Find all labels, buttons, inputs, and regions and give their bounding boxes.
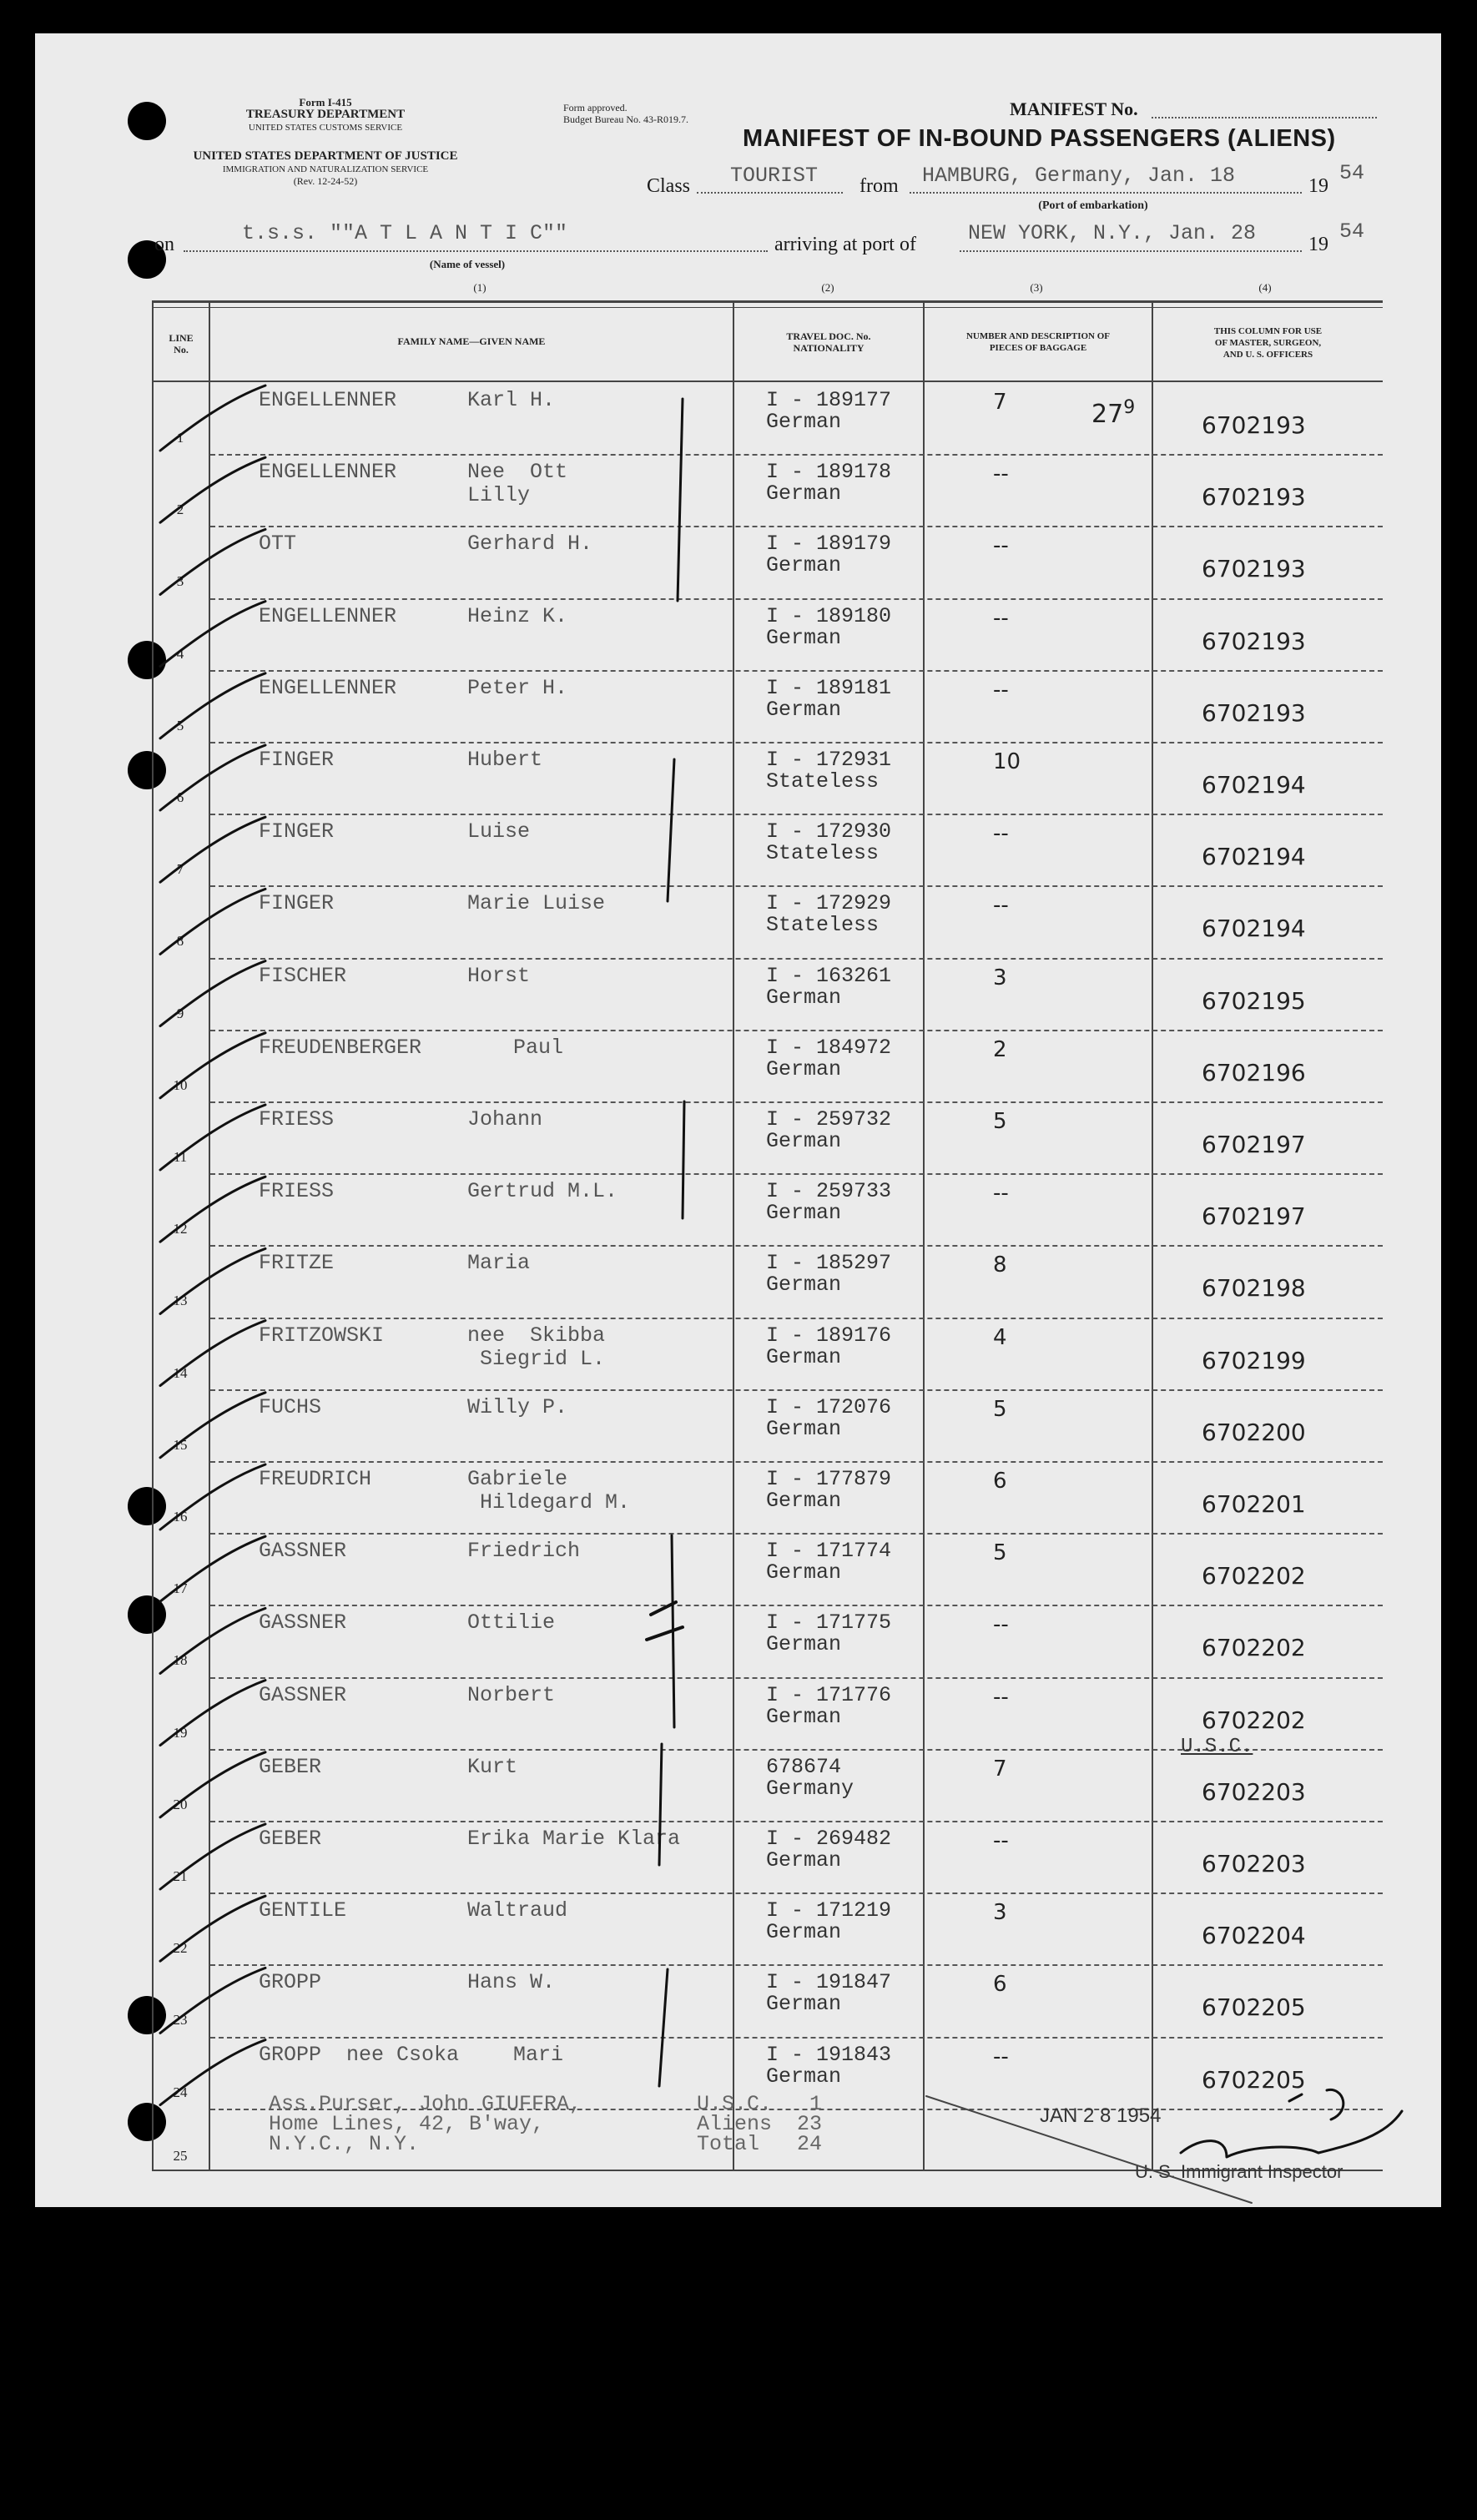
line-number: 17 bbox=[173, 1580, 188, 1597]
given-name: Luise bbox=[467, 819, 531, 844]
check-mark bbox=[160, 817, 265, 882]
travel-doc-number: 678674 bbox=[766, 1754, 842, 1779]
check-mark bbox=[160, 1824, 265, 1889]
ins-service: IMMIGRATION AND NATURALIZATION SERVICE bbox=[222, 164, 429, 174]
given-name: Friedrich bbox=[467, 1539, 581, 1564]
check-mark bbox=[160, 1248, 265, 1313]
baggage-count: -- bbox=[993, 677, 1009, 703]
officer-code: 6702194 bbox=[1202, 843, 1306, 871]
from-year: 54 bbox=[1339, 161, 1365, 185]
line-number: 8 bbox=[176, 933, 184, 950]
line-number: 12 bbox=[173, 1221, 188, 1237]
line-number: 22 bbox=[173, 1940, 188, 1957]
baggage-count: 4 bbox=[993, 1324, 1007, 1350]
family-name: ENGELLENNER bbox=[259, 388, 397, 412]
nationality: German bbox=[766, 1848, 842, 1872]
on-label: on bbox=[154, 234, 174, 255]
officer-code: 6702200 bbox=[1202, 1418, 1306, 1446]
baggage-count: -- bbox=[993, 1684, 1009, 1710]
customs-service: UNITED STATES CUSTOMS SERVICE bbox=[248, 123, 403, 133]
officer-code: 6702203 bbox=[1202, 1777, 1306, 1806]
baggage-count: 5 bbox=[993, 1540, 1007, 1566]
check-mark bbox=[160, 961, 265, 1026]
col-num-1: (1) bbox=[473, 281, 486, 294]
usc-mark: U.S.C. bbox=[1181, 1736, 1253, 1758]
officer-code: 6702201 bbox=[1202, 1490, 1306, 1518]
header-travel-doc: TRAVEL DOC. No. NATIONALITY bbox=[786, 330, 871, 354]
budget-bureau: Budget Bureau No. 43-R019.7. bbox=[563, 113, 688, 125]
nationality: Stateless bbox=[766, 769, 880, 794]
given-name: Gabriele Hildegard M. bbox=[467, 1467, 631, 1515]
line-number: 6 bbox=[176, 789, 184, 805]
check-mark bbox=[160, 1681, 265, 1746]
manifest-title: MANIFEST OF IN-BOUND PASSENGERS (ALIENS) bbox=[743, 125, 1336, 152]
revision: (Rev. 12-24-52) bbox=[293, 175, 358, 187]
family-name: GEBER bbox=[259, 1827, 322, 1851]
travel-doc-number: I - 184972 bbox=[766, 1035, 892, 1060]
nationality: Stateless bbox=[766, 841, 880, 866]
class-value: TOURIST bbox=[730, 164, 819, 188]
line-number: 3 bbox=[176, 573, 184, 590]
line-number: 1 bbox=[176, 430, 184, 446]
nationality: German bbox=[766, 1416, 842, 1441]
header-baggage: NUMBER AND DESCRIPTION OF PIECES OF BAGGAGE bbox=[965, 331, 1111, 353]
check-mark bbox=[160, 2040, 265, 2105]
travel-doc-number: I - 172076 bbox=[766, 1394, 892, 1419]
given-name: Maria bbox=[467, 1251, 531, 1276]
family-name: FISCHER bbox=[259, 963, 347, 988]
check-mark bbox=[160, 529, 265, 594]
officer-code: 6702198 bbox=[1202, 1274, 1306, 1303]
form-approved: Form approved. bbox=[563, 102, 628, 113]
check-mark bbox=[160, 1752, 265, 1817]
officer-code: 6702204 bbox=[1202, 1922, 1306, 1950]
check-mark bbox=[160, 1321, 265, 1386]
nationality: German bbox=[766, 481, 842, 507]
check-mark bbox=[160, 1393, 265, 1458]
check-mark bbox=[160, 1177, 265, 1242]
travel-doc-number: I - 172930 bbox=[766, 819, 892, 844]
baggage-count: -- bbox=[993, 1612, 1009, 1638]
given-name: Horst bbox=[467, 963, 531, 988]
check-mark bbox=[160, 1536, 265, 1601]
officer-code: 6702193 bbox=[1202, 411, 1306, 439]
family-name: GROPP bbox=[259, 1970, 322, 1995]
officer-code: 6702196 bbox=[1202, 1058, 1306, 1086]
given-name: Hubert bbox=[467, 748, 543, 772]
col-num-3: (3) bbox=[1030, 281, 1043, 294]
baggage-count: 3 bbox=[993, 1900, 1007, 1926]
nationality: German bbox=[766, 625, 842, 650]
travel-doc-number: I - 189176 bbox=[766, 1323, 892, 1348]
handnote-sup: 9 bbox=[1123, 397, 1136, 418]
given-name: Erika Marie Klara bbox=[467, 1827, 681, 1851]
officer-code: 6702205 bbox=[1202, 1993, 1306, 2022]
given-name: Gerhard H. bbox=[467, 532, 593, 557]
arriving-value: NEW YORK, N.Y., Jan. 28 bbox=[968, 221, 1257, 245]
baggage-count: -- bbox=[993, 1181, 1009, 1207]
port-caption: (Port of embarkation) bbox=[1038, 199, 1148, 212]
line-number: 16 bbox=[173, 1509, 188, 1525]
baggage-count: -- bbox=[993, 533, 1009, 559]
family-name: FRITZOWSKI bbox=[259, 1323, 385, 1348]
line-number: 19 bbox=[173, 1724, 188, 1741]
nationality: German bbox=[766, 1201, 842, 1226]
given-name: Kurt bbox=[467, 1754, 518, 1779]
nationality: German bbox=[766, 1632, 842, 1657]
baggage-count: -- bbox=[993, 1828, 1009, 1853]
nationality: German bbox=[766, 410, 842, 434]
line-number: 7 bbox=[176, 861, 184, 878]
baggage-count: -- bbox=[993, 893, 1009, 919]
family-name: FUCHS bbox=[259, 1394, 322, 1419]
travel-doc-number: I - 189180 bbox=[766, 603, 892, 628]
family-name: GEBER bbox=[259, 1754, 322, 1779]
family-bracket bbox=[678, 399, 683, 601]
initials bbox=[1289, 2089, 1343, 2119]
nationality: German bbox=[766, 1056, 842, 1081]
family-name: FINGER bbox=[259, 819, 335, 844]
baggage-count: 7 bbox=[993, 390, 1007, 415]
travel-doc-number: I - 259733 bbox=[766, 1179, 892, 1204]
nationality: German bbox=[766, 1560, 842, 1585]
baggage-count: 5 bbox=[993, 1109, 1007, 1134]
line-number: 13 bbox=[173, 1293, 188, 1309]
travel-doc-number: I - 189178 bbox=[766, 460, 892, 485]
officer-code: 6702194 bbox=[1202, 771, 1306, 799]
baggage-count: 10 bbox=[993, 749, 1021, 774]
nationality: German bbox=[766, 1273, 842, 1298]
nationality: German bbox=[766, 553, 842, 578]
arriving-label: arriving at port of bbox=[774, 234, 916, 255]
baggage-count: -- bbox=[993, 821, 1009, 847]
treasury-dept: TREASURY DEPARTMENT bbox=[245, 108, 406, 121]
baggage-count: -- bbox=[993, 461, 1009, 487]
family-bracket bbox=[659, 1744, 662, 1865]
given-name: Johann bbox=[467, 1107, 543, 1131]
check-mark bbox=[160, 1464, 265, 1530]
given-name: Peter H. bbox=[467, 675, 568, 700]
col-num-2: (2) bbox=[821, 281, 834, 294]
header-officers: THIS COLUMN FOR USE OF MASTER, SURGEON, AND U. S. OFFICERS bbox=[1213, 326, 1323, 360]
given-name: Willy P. bbox=[467, 1394, 568, 1419]
nationality: German bbox=[766, 1489, 842, 1513]
nationality: German bbox=[766, 1344, 842, 1369]
arriving-year: 54 bbox=[1339, 219, 1365, 244]
check-mark bbox=[160, 673, 265, 738]
given-name: Norbert bbox=[467, 1682, 556, 1707]
family-name: OTT bbox=[259, 532, 297, 557]
family-name: FRITZE bbox=[259, 1251, 335, 1276]
travel-doc-number: I - 191847 bbox=[766, 1970, 892, 1995]
family-name: GASSNER bbox=[259, 1539, 347, 1564]
family-name: ENGELLENNER bbox=[259, 675, 397, 700]
justice-dept: UNITED STATES DEPARTMENT OF JUSTICE bbox=[193, 149, 458, 163]
inspector-signature bbox=[1181, 2111, 1402, 2157]
from-label: from bbox=[859, 175, 899, 197]
given-name: Nee Ott Lilly bbox=[467, 460, 568, 508]
header-name: FAMILY NAME—GIVEN NAME bbox=[397, 335, 546, 347]
line-number-25: 25 bbox=[173, 2148, 188, 2164]
nationality: Stateless bbox=[766, 913, 880, 938]
family-name: ENGELLENNER bbox=[259, 603, 397, 628]
given-name: Ottilie bbox=[467, 1610, 556, 1635]
form-number: Form I-415 bbox=[299, 96, 352, 108]
line-number: 14 bbox=[173, 1364, 188, 1381]
officer-code: 6702194 bbox=[1202, 915, 1306, 943]
line-number: 21 bbox=[173, 1868, 188, 1884]
travel-doc-number: I - 171776 bbox=[766, 1682, 892, 1707]
given-name: Gertrud M.L. bbox=[467, 1179, 618, 1204]
passenger-totals: U.S.C. 1 Aliens 23 Total 24 bbox=[697, 2092, 823, 2156]
travel-doc-number: I - 171774 bbox=[766, 1539, 892, 1564]
line-number: 24 bbox=[173, 2084, 188, 2100]
nationality: German bbox=[766, 1704, 842, 1729]
from-year-prefix: 19 bbox=[1308, 175, 1328, 197]
line-number: 2 bbox=[176, 501, 184, 518]
class-label: Class bbox=[647, 175, 691, 197]
baggage-count: 2 bbox=[993, 1036, 1007, 1062]
travel-doc-number: I - 171775 bbox=[766, 1610, 892, 1635]
baggage-count: 5 bbox=[993, 1396, 1007, 1422]
check-mark bbox=[160, 386, 265, 451]
line-number: 20 bbox=[173, 1796, 188, 1812]
travel-doc-number: I - 269482 bbox=[766, 1827, 892, 1851]
manifest-no-label: MANIFEST No. bbox=[1010, 98, 1138, 119]
travel-doc-number: I - 172931 bbox=[766, 748, 892, 772]
check-mark bbox=[160, 745, 265, 810]
check-mark bbox=[160, 1105, 265, 1170]
vessel-name: t.s.s. ""A T L A N T I C"" bbox=[242, 221, 568, 245]
line-number: 18 bbox=[173, 1652, 188, 1669]
arriving-year-prefix: 19 bbox=[1308, 234, 1328, 255]
strike-marks bbox=[647, 1602, 683, 1640]
travel-doc-number: I - 185297 bbox=[766, 1251, 892, 1276]
officer-code: 6702193 bbox=[1202, 627, 1306, 655]
officer-code: 6702195 bbox=[1202, 986, 1306, 1015]
given-name: Paul bbox=[513, 1035, 564, 1060]
family-name: GASSNER bbox=[259, 1610, 347, 1635]
officer-code: 6702197 bbox=[1202, 1202, 1306, 1231]
officer-code: 6702199 bbox=[1202, 1346, 1306, 1374]
line-number: 10 bbox=[173, 1076, 188, 1093]
family-name: FRIESS bbox=[259, 1179, 335, 1204]
given-name: nee Skibba Siegrid L. bbox=[467, 1323, 606, 1371]
given-name: Mari bbox=[513, 2042, 564, 2067]
officer-code: 6702197 bbox=[1202, 1131, 1306, 1158]
family-bracket bbox=[668, 759, 674, 901]
travel-doc-number: I - 177879 bbox=[766, 1467, 892, 1491]
given-name: Karl H. bbox=[467, 388, 556, 412]
family-name: FREUDRICH bbox=[259, 1467, 372, 1491]
family-name: GENTILE bbox=[259, 1898, 347, 1923]
check-mark bbox=[160, 889, 265, 954]
stamp-slash bbox=[926, 2096, 1252, 2203]
given-name: Hans W. bbox=[467, 1970, 556, 1995]
header-line-no: LINE No. bbox=[169, 332, 194, 355]
officer-code: 6702193 bbox=[1202, 698, 1306, 727]
officer-code: 6702202 bbox=[1202, 1562, 1306, 1590]
col-num-4: (4) bbox=[1258, 281, 1272, 294]
check-mark bbox=[160, 1968, 265, 2033]
purser-note: Ass.Purser, John GIUFFRA, Home Lines, 42, B'way, N.Y.C., N.Y. bbox=[269, 2092, 582, 2156]
officer-code: 6702203 bbox=[1202, 1850, 1306, 1877]
baggage-count: -- bbox=[993, 2044, 1009, 2069]
nationality: German bbox=[766, 697, 842, 722]
nationality: Germany bbox=[766, 1776, 854, 1801]
check-mark bbox=[160, 457, 265, 522]
nationality: German bbox=[766, 1992, 842, 2017]
family-name: GASSNER bbox=[259, 1682, 347, 1707]
line-number: 23 bbox=[173, 2012, 188, 2029]
officer-code: 6702193 bbox=[1202, 483, 1306, 512]
travel-doc-number: I - 171219 bbox=[766, 1898, 892, 1923]
check-mark bbox=[160, 602, 265, 667]
travel-doc-number: I - 191843 bbox=[766, 2042, 892, 2067]
travel-doc-number: I - 189179 bbox=[766, 532, 892, 557]
line-number: 11 bbox=[173, 1149, 188, 1165]
family-name: FINGER bbox=[259, 748, 335, 772]
nationality: German bbox=[766, 985, 842, 1010]
given-name: Heinz K. bbox=[467, 603, 568, 628]
line-number: 5 bbox=[176, 717, 184, 733]
travel-doc-number: I - 259732 bbox=[766, 1107, 892, 1131]
officer-code: 6702202 bbox=[1202, 1706, 1306, 1734]
line-number: 4 bbox=[176, 645, 184, 662]
family-name: GROPP nee Csoka bbox=[259, 2042, 460, 2067]
from-value: HAMBURG, Germany, Jan. 18 bbox=[922, 164, 1236, 188]
officer-code: 6702205 bbox=[1202, 2065, 1306, 2094]
officer-code: 6702193 bbox=[1202, 555, 1306, 583]
vessel-caption: (Name of vessel) bbox=[429, 258, 506, 270]
inspector-label: U. S. Immigrant Inspector bbox=[1135, 2161, 1343, 2182]
travel-doc-number: I - 172929 bbox=[766, 891, 892, 916]
family-name: FREUDENBERGER bbox=[259, 1035, 422, 1060]
family-name: FINGER bbox=[259, 891, 335, 916]
family-name: FRIESS bbox=[259, 1107, 335, 1131]
arrival-stamp: JAN 2 8 1954 bbox=[1040, 2104, 1162, 2127]
baggage-count: 7 bbox=[993, 1756, 1007, 1782]
handnote-text: 27 bbox=[1091, 400, 1124, 429]
baggage-count: 6 bbox=[993, 1469, 1007, 1494]
check-mark bbox=[160, 1033, 265, 1098]
nationality: German bbox=[766, 1920, 842, 1945]
check-mark bbox=[160, 1896, 265, 1961]
baggage-count: 8 bbox=[993, 1252, 1007, 1278]
travel-doc-number: I - 189177 bbox=[766, 388, 892, 412]
given-name: Waltraud bbox=[467, 1898, 568, 1923]
family-name: ENGELLENNER bbox=[259, 460, 397, 485]
travel-doc-number: I - 163261 bbox=[766, 963, 892, 988]
nationality: German bbox=[766, 2064, 842, 2089]
check-mark bbox=[160, 1608, 265, 1673]
baggage-count: -- bbox=[993, 605, 1009, 631]
officer-code: 6702202 bbox=[1202, 1634, 1306, 1662]
line-number: 9 bbox=[176, 1005, 184, 1021]
family-bracket bbox=[683, 1101, 684, 1218]
line-number: 15 bbox=[173, 1436, 188, 1453]
baggage-count: 3 bbox=[993, 965, 1007, 990]
family-bracket bbox=[659, 1969, 668, 2086]
baggage-count: 6 bbox=[993, 1972, 1007, 1998]
nationality: German bbox=[766, 1129, 842, 1153]
given-name: Marie Luise bbox=[467, 891, 606, 916]
travel-doc-number: I - 189181 bbox=[766, 675, 892, 700]
